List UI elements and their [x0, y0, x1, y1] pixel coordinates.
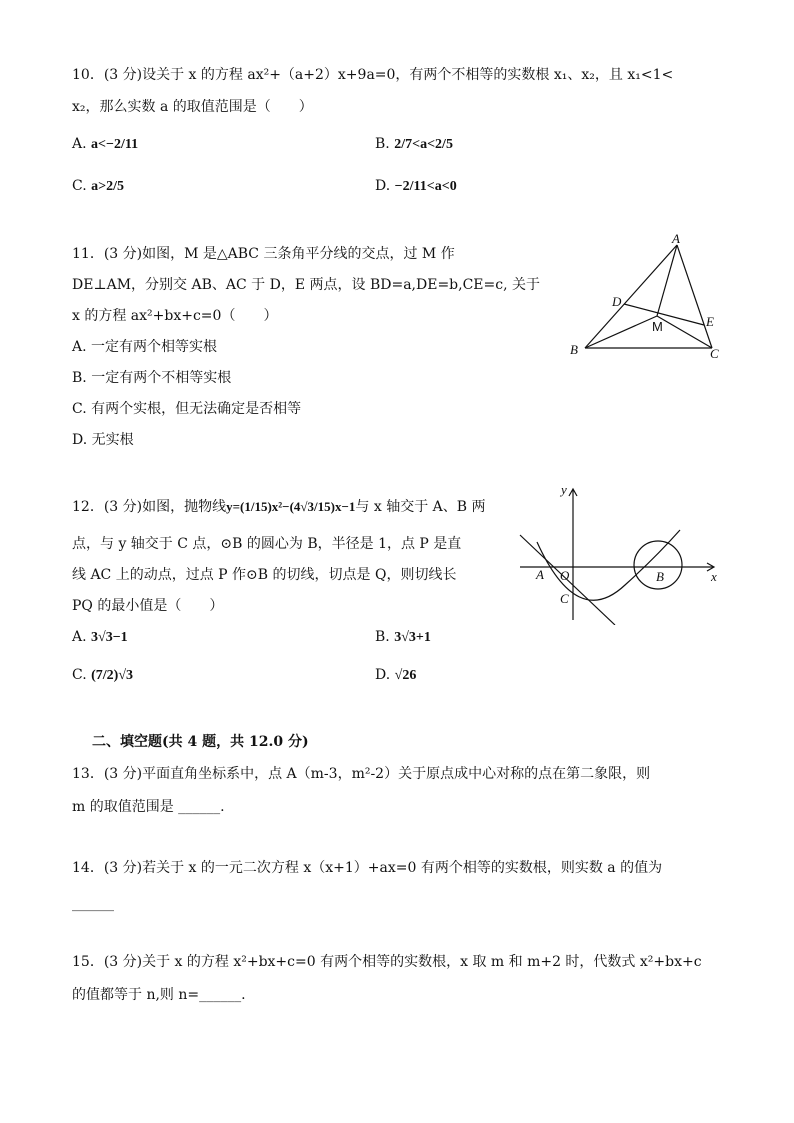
q11-option-b: B. 一定有两个不相等实根 [72, 370, 232, 386]
q10-option-c: C. a>2/5 [72, 178, 124, 194]
q10-option-d-value: −2/11<a<0 [394, 179, 457, 194]
q10-line2: x₂，那么实数 a 的取值范围是（ ） [72, 99, 313, 115]
q11-line2: DE⊥AM，分别交 AB、AC 于 D，E 两点，设 BD=a,DE=b,CE=c, 关于 [72, 277, 541, 293]
q15-line2: 的值都等于 n,则 n=______. [72, 987, 246, 1003]
q11-label-c: C [710, 346, 719, 361]
q12-label-o: O [560, 568, 570, 583]
q12-option-a-value: 3√3−1 [91, 630, 128, 645]
q11-label-e: E [706, 314, 714, 329]
q11-option-a: A. 一定有两个相等实根 [72, 339, 218, 355]
q12-option-b-value: 3√3+1 [394, 630, 431, 645]
q11-segment-de [624, 304, 704, 325]
q13-line1: 13．(3 分)平面直角坐标系中，点 A（m-3，m²-2）关于原点成中心对称的点在第二象限，则 [72, 766, 651, 782]
q10-option-b: B. 2/7<a<2/5 [375, 136, 453, 152]
q12-option-d: D. √26 [375, 667, 417, 683]
section2-title: 二、填空题(共 4 题，共 12.0 分) [92, 734, 309, 750]
q12-label-y: y [561, 482, 567, 497]
q10-option-b-value: 2/7<a<2/5 [394, 137, 453, 152]
q12-line2: 点，与 y 轴交于 C 点，⊙B 的圆心为 B，半径是 1，点 P 是直 [72, 536, 462, 552]
q11-label-a: A [672, 231, 680, 246]
q12-label-c: C [560, 591, 569, 606]
q11-line3: x 的方程 ax²+bx+c=0（ ） [72, 308, 278, 324]
q11-segment-cm [657, 316, 712, 348]
q11-option-d: D. 无实根 [72, 432, 134, 448]
q12-line4: PQ 的最小值是（ ） [72, 598, 224, 614]
q11-triangle-figure [560, 230, 730, 365]
q11-segment-bm [585, 316, 657, 348]
q11-label-m: M [652, 319, 663, 334]
q12-parabola-figure [515, 480, 725, 625]
q11-side-ab [585, 245, 677, 348]
q12-option-a: A. 3√3−1 [72, 629, 128, 645]
q15-line1: 15．(3 分)关于 x 的方程 x²+bx+c=0 有两个相等的实数根，x 取 m 和 m+2 时，代数式 x²+bx+c [72, 954, 702, 970]
q12-label-a: A [536, 567, 544, 582]
q12-label-b: B [656, 569, 664, 584]
q11-label-d: D [612, 294, 622, 309]
q10-line1: 10．(3 分)设关于 x 的方程 ax²+（a+2）x+9a=0，有两个不相等的实数根 x₁、x₂，且 x₁<1< [72, 67, 674, 83]
q11-option-c: C. 有两个实根，但无法确定是否相等 [72, 401, 302, 417]
q10-option-c-value: a>2/5 [91, 179, 124, 194]
q12-option-d-value: √26 [394, 668, 417, 683]
q14-line2: ______ [72, 896, 114, 912]
q10-option-a: A. a<−2/11 [72, 136, 139, 152]
q12-option-c: C. (7/2)√3 [72, 667, 134, 683]
q12-line1: 12．(3 分)如图，抛物线y=(1/15)x²−(4√3/15)x−1与 x 轴交于 A、B 两 [72, 499, 486, 515]
q12-parabola-formula: y=(1/15)x²−(4√3/15)x−1 [226, 499, 356, 514]
q12-line3: 线 AC 上的动点，过点 P 作⊙B 的切线，切点是 Q，则切线长 [72, 567, 457, 583]
q12-label-x: x [711, 569, 717, 584]
q11-side-ac [677, 245, 712, 348]
q12-option-c-value: (7/2)√3 [91, 668, 134, 683]
q13-line2: m 的取值范围是 ______. [72, 799, 225, 815]
q14-line1: 14．(3 分)若关于 x 的一元二次方程 x（x+1）+ax=0 有两个相等的实数根，则实数 a 的值为 [72, 860, 663, 876]
q12-option-b: B. 3√3+1 [375, 629, 431, 645]
q10-option-d: D. −2/11<a<0 [375, 178, 457, 194]
q10-option-a-value: a<−2/11 [91, 137, 139, 152]
q11-line1: 11．(3 分)如图，M 是△ABC 三条角平分线的交点，过 M 作 [72, 246, 455, 262]
q11-label-b: B [570, 342, 578, 357]
